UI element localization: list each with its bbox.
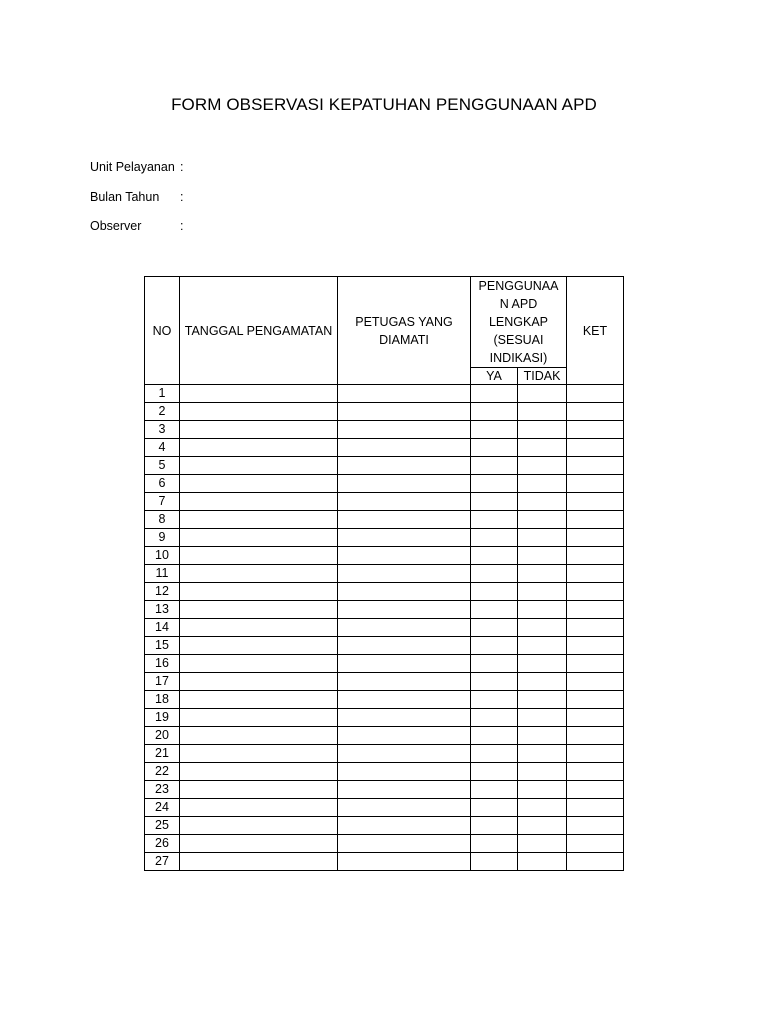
cell-tidak[interactable] <box>518 781 567 799</box>
cell-ya[interactable] <box>471 853 518 871</box>
cell-tanggal[interactable] <box>180 709 338 727</box>
cell-tidak[interactable] <box>518 601 567 619</box>
table-row <box>145 457 624 475</box>
row-number: 12 <box>145 583 180 601</box>
cell-tidak[interactable] <box>518 547 567 565</box>
row-number: 26 <box>145 835 180 853</box>
table-row <box>145 601 624 619</box>
header-tidak: TIDAK <box>518 368 567 385</box>
cell-tidak[interactable] <box>518 817 567 835</box>
cell-tanggal[interactable] <box>180 745 338 763</box>
cell-tidak[interactable] <box>518 709 567 727</box>
cell-petugas[interactable] <box>338 547 471 565</box>
cell-tanggal[interactable] <box>180 835 338 853</box>
cell-ket[interactable] <box>567 547 624 565</box>
table-row <box>145 799 624 817</box>
table-row <box>145 547 624 565</box>
cell-petugas[interactable] <box>338 529 471 547</box>
cell-ya[interactable] <box>471 493 518 511</box>
table-row <box>145 493 624 511</box>
cell-ket[interactable] <box>567 493 624 511</box>
cell-ya[interactable] <box>471 637 518 655</box>
cell-tanggal[interactable] <box>180 457 338 475</box>
cell-petugas[interactable] <box>338 637 471 655</box>
row-number: 22 <box>145 763 180 781</box>
table-row <box>145 781 624 799</box>
table-row <box>145 727 624 745</box>
row-number: 27 <box>145 853 180 871</box>
cell-tanggal[interactable] <box>180 601 338 619</box>
row-number: 7 <box>145 493 180 511</box>
cell-ket[interactable] <box>567 511 624 529</box>
cell-ya[interactable] <box>471 709 518 727</box>
header-row <box>145 277 624 368</box>
cell-ket[interactable] <box>567 601 624 619</box>
cell-ket[interactable] <box>567 619 624 637</box>
row-number: 24 <box>145 799 180 817</box>
cell-petugas[interactable] <box>338 385 471 403</box>
table-row <box>145 475 624 493</box>
cell-tidak[interactable] <box>518 745 567 763</box>
cell-tanggal[interactable] <box>180 547 338 565</box>
row-number: 23 <box>145 781 180 799</box>
row-number: 25 <box>145 817 180 835</box>
cell-tidak[interactable] <box>518 439 567 457</box>
meta-colon: : <box>180 189 184 204</box>
cell-tanggal[interactable] <box>180 799 338 817</box>
cell-tanggal[interactable] <box>180 385 338 403</box>
cell-ya[interactable] <box>471 601 518 619</box>
header-line: INDIKASI) <box>489 351 548 365</box>
table-row <box>145 763 624 781</box>
observation-table <box>144 276 624 871</box>
cell-ket[interactable] <box>567 727 624 745</box>
table-row <box>145 637 624 655</box>
cell-petugas[interactable] <box>338 763 471 781</box>
cell-ya[interactable] <box>471 439 518 457</box>
cell-petugas[interactable] <box>338 565 471 583</box>
cell-petugas[interactable] <box>338 601 471 619</box>
cell-ya[interactable] <box>471 691 518 709</box>
cell-petugas[interactable] <box>338 835 471 853</box>
cell-ya[interactable] <box>471 529 518 547</box>
cell-ket[interactable] <box>567 691 624 709</box>
table-row <box>145 655 624 673</box>
cell-tidak[interactable] <box>518 529 567 547</box>
table-row <box>145 511 624 529</box>
cell-ket[interactable] <box>567 421 624 439</box>
cell-petugas[interactable] <box>338 799 471 817</box>
table-row <box>145 817 624 835</box>
cell-tanggal[interactable] <box>180 529 338 547</box>
row-number: 13 <box>145 601 180 619</box>
cell-ket[interactable] <box>567 385 624 403</box>
cell-ya[interactable] <box>471 403 518 421</box>
row-number: 14 <box>145 619 180 637</box>
table-row <box>145 421 624 439</box>
cell-petugas[interactable] <box>338 439 471 457</box>
cell-ya[interactable] <box>471 511 518 529</box>
cell-tidak[interactable] <box>518 619 567 637</box>
row-number: 20 <box>145 727 180 745</box>
table-row <box>145 745 624 763</box>
cell-ya[interactable] <box>471 655 518 673</box>
header-line: PETUGAS YANG <box>355 314 453 329</box>
cell-petugas[interactable] <box>338 619 471 637</box>
row-number: 3 <box>145 421 180 439</box>
cell-petugas[interactable] <box>338 709 471 727</box>
cell-tanggal[interactable] <box>180 493 338 511</box>
cell-tidak[interactable] <box>518 511 567 529</box>
table-row <box>145 583 624 601</box>
cell-petugas[interactable] <box>338 817 471 835</box>
cell-tanggal[interactable] <box>180 763 338 781</box>
cell-ket[interactable] <box>567 835 624 853</box>
row-number: 15 <box>145 637 180 655</box>
cell-ya[interactable] <box>471 817 518 835</box>
cell-petugas[interactable] <box>338 727 471 745</box>
row-number: 8 <box>145 511 180 529</box>
header-tanggal-pengamatan: TANGGAL PENGAMATAN <box>180 277 338 385</box>
cell-ya[interactable] <box>471 781 518 799</box>
cell-ya[interactable] <box>471 799 518 817</box>
cell-tanggal[interactable] <box>180 673 338 691</box>
header-line: DIAMATI <box>379 332 429 347</box>
cell-tidak[interactable] <box>518 637 567 655</box>
cell-ya[interactable] <box>471 673 518 691</box>
row-number: 17 <box>145 673 180 691</box>
cell-tanggal[interactable] <box>180 637 338 655</box>
table-row <box>145 565 624 583</box>
table-row <box>145 835 624 853</box>
cell-petugas[interactable] <box>338 655 471 673</box>
cell-ya[interactable] <box>471 835 518 853</box>
cell-ket[interactable] <box>567 817 624 835</box>
row-number: 9 <box>145 529 180 547</box>
cell-tanggal[interactable] <box>180 781 338 799</box>
table-row <box>145 709 624 727</box>
cell-ket[interactable] <box>567 763 624 781</box>
meta-colon: : <box>180 160 184 174</box>
row-number: 11 <box>145 565 180 583</box>
header-line: N APD <box>499 297 538 311</box>
meta-colon: : <box>180 219 184 233</box>
cell-ya[interactable] <box>471 421 518 439</box>
cell-ket[interactable] <box>567 565 624 583</box>
cell-ya[interactable] <box>471 385 518 403</box>
cell-petugas[interactable] <box>338 745 471 763</box>
cell-tidak[interactable] <box>518 493 567 511</box>
header-ket: KET <box>567 277 624 385</box>
cell-ket[interactable] <box>567 655 624 673</box>
cell-ket[interactable] <box>567 709 624 727</box>
cell-tidak[interactable] <box>518 457 567 475</box>
cell-tanggal[interactable] <box>180 655 338 673</box>
table-row <box>145 529 624 547</box>
cell-tidak[interactable] <box>518 421 567 439</box>
header-petugas-diamati <box>338 277 471 385</box>
row-number: 6 <box>145 475 180 493</box>
cell-petugas[interactable] <box>338 853 471 871</box>
cell-petugas[interactable] <box>338 403 471 421</box>
table-row <box>145 619 624 637</box>
cell-tanggal[interactable] <box>180 475 338 493</box>
cell-tanggal[interactable] <box>180 583 338 601</box>
cell-petugas[interactable] <box>338 421 471 439</box>
cell-ket[interactable] <box>567 853 624 871</box>
cell-ket[interactable] <box>567 583 624 601</box>
cell-ya[interactable] <box>471 727 518 745</box>
cell-tidak[interactable] <box>518 835 567 853</box>
cell-petugas[interactable] <box>338 691 471 709</box>
cell-tanggal[interactable] <box>180 565 338 583</box>
meta-label: Unit Pelayanan <box>90 160 175 174</box>
cell-tidak[interactable] <box>518 727 567 745</box>
cell-tanggal[interactable] <box>180 853 338 871</box>
cell-tidak[interactable] <box>518 583 567 601</box>
cell-tidak[interactable] <box>518 403 567 421</box>
cell-ket[interactable] <box>567 457 624 475</box>
cell-ket[interactable] <box>567 799 624 817</box>
cell-petugas[interactable] <box>338 511 471 529</box>
cell-tanggal[interactable] <box>180 421 338 439</box>
cell-petugas[interactable] <box>338 673 471 691</box>
table-row <box>145 673 624 691</box>
row-number: 4 <box>145 439 180 457</box>
cell-ket[interactable] <box>567 745 624 763</box>
cell-ya[interactable] <box>471 475 518 493</box>
row-number: 5 <box>145 457 180 475</box>
cell-ket[interactable] <box>567 673 624 691</box>
cell-ket[interactable] <box>567 439 624 457</box>
meta-label: Observer <box>90 219 142 233</box>
cell-ya[interactable] <box>471 547 518 565</box>
cell-ket[interactable] <box>567 475 624 493</box>
cell-ya[interactable] <box>471 745 518 763</box>
header-line: (SESUAI <box>493 333 544 347</box>
cell-tanggal[interactable] <box>180 403 338 421</box>
table-row <box>145 385 624 403</box>
meta-label: Bulan Tahun <box>90 189 160 204</box>
cell-tidak[interactable] <box>518 565 567 583</box>
cell-tanggal[interactable] <box>180 817 338 835</box>
header-no: NO <box>145 277 180 385</box>
cell-tidak[interactable] <box>518 799 567 817</box>
cell-tidak[interactable] <box>518 475 567 493</box>
row-number: 19 <box>145 709 180 727</box>
cell-ket[interactable] <box>567 781 624 799</box>
cell-tanggal[interactable] <box>180 691 338 709</box>
cell-petugas[interactable] <box>338 493 471 511</box>
cell-ket[interactable] <box>567 529 624 547</box>
cell-ya[interactable] <box>471 763 518 781</box>
table-row <box>145 853 624 871</box>
row-number: 10 <box>145 547 180 565</box>
table-row <box>145 691 624 709</box>
cell-ket[interactable] <box>567 403 624 421</box>
cell-tanggal[interactable] <box>180 511 338 529</box>
cell-tidak[interactable] <box>518 763 567 781</box>
cell-ya[interactable] <box>471 565 518 583</box>
cell-tidak[interactable] <box>518 691 567 709</box>
header-penggunaan-apd <box>471 277 567 368</box>
row-number: 18 <box>145 691 180 709</box>
row-number: 16 <box>145 655 180 673</box>
cell-ket[interactable] <box>567 637 624 655</box>
cell-petugas[interactable] <box>338 457 471 475</box>
table-row <box>145 439 624 457</box>
cell-tidak[interactable] <box>518 853 567 871</box>
cell-petugas[interactable] <box>338 583 471 601</box>
cell-tanggal[interactable] <box>180 619 338 637</box>
cell-tidak[interactable] <box>518 655 567 673</box>
table-row <box>145 403 624 421</box>
cell-ya[interactable] <box>471 457 518 475</box>
row-number: 1 <box>145 385 180 403</box>
cell-ya[interactable] <box>471 583 518 601</box>
header-ya: YA <box>471 368 518 385</box>
header-line: PENGGUNAA <box>478 279 559 293</box>
row-number: 21 <box>145 745 180 763</box>
cell-tidak[interactable] <box>518 673 567 691</box>
cell-tanggal[interactable] <box>180 727 338 745</box>
cell-tidak[interactable] <box>518 385 567 403</box>
cell-tanggal[interactable] <box>180 439 338 457</box>
cell-petugas[interactable] <box>338 781 471 799</box>
header-line: LENGKAP <box>488 315 549 329</box>
cell-ya[interactable] <box>471 619 518 637</box>
form-title: FORM OBSERVASI KEPATUHAN PENGGUNAAN APD <box>171 95 597 114</box>
row-number: 2 <box>145 403 180 421</box>
cell-petugas[interactable] <box>338 475 471 493</box>
